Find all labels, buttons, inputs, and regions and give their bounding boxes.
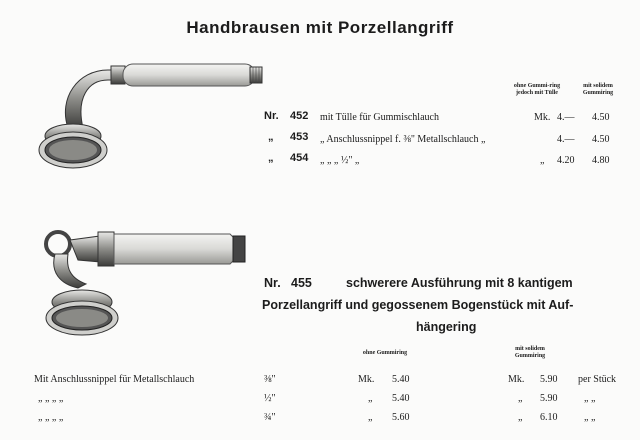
unit-label: „ „ (584, 412, 596, 423)
page-title: Handbrausen mit Porzellangriff (186, 18, 454, 37)
currency-label-2: „ (518, 393, 523, 404)
size-label: ½" (264, 393, 276, 404)
price-ohne: 5.40 (392, 393, 410, 404)
unit-label: „ „ (584, 393, 596, 404)
row-description: „ „ „ ½" „ (320, 155, 360, 166)
currency-label: Mk. (358, 374, 375, 385)
col-header-ohne-gummiring: ohne Gummi-ring jedoch mit Tülle (513, 83, 561, 96)
section2-line1: schwerere Ausführung mit 8 kantigem (346, 276, 573, 290)
currency-label: „ (540, 155, 545, 166)
price-ohne: 5.60 (392, 412, 410, 423)
col-header-ohne-gummiring-2: ohne Gummiring (362, 350, 408, 356)
currency-label: „ (368, 393, 373, 404)
price-ohne: 5.40 (392, 374, 410, 385)
row-description: Mit Anschlussnippel für Metallschlauch (34, 374, 195, 385)
hand-shower-illustration-1 (28, 58, 268, 178)
currency-label-2: Mk. (508, 374, 525, 385)
currency-label: Mk. (534, 112, 551, 123)
col-header-mit-gummiring: mit solidem Gummiring (582, 83, 614, 96)
row-description: „ „ „ „ (38, 412, 64, 423)
row-prefix: Nr. (264, 110, 279, 122)
price-mit: 6.10 (540, 412, 558, 423)
model-number: 453 (290, 131, 309, 143)
currency-label-2: „ (518, 412, 523, 423)
price-ohne: 4.— (557, 112, 575, 123)
size-label: ⅜" (264, 374, 276, 385)
hand-shower-illustration-2 (30, 222, 260, 342)
col-header-mit-gummiring-2: mit solidem Gummiring (514, 346, 546, 359)
price-mit: 4.50 (592, 112, 610, 123)
section2-line3: hängering (416, 320, 477, 334)
row-description: „ Anschlussnippel f. ⅜" Metallschlauch „ (320, 134, 486, 145)
size-label: ¾" (264, 412, 276, 423)
model-number: 452 (290, 110, 309, 122)
row-description: „ „ „ „ (38, 393, 64, 404)
section2-line2: Porzellangriff und gegossenem Bogenstück mit Auf- (262, 298, 574, 312)
section2-prefix: Nr. (264, 276, 281, 290)
price-mit: 4.50 (592, 134, 610, 145)
price-mit: 5.90 (540, 374, 558, 385)
price-mit: 5.90 (540, 393, 558, 404)
price-ohne: 4.— (557, 134, 575, 145)
section2-model-number: 455 (291, 276, 312, 290)
unit-label: per Stück (578, 374, 617, 385)
price-ohne: 4.20 (557, 155, 575, 166)
currency-label: „ (368, 412, 373, 423)
price-mit: 4.80 (592, 155, 610, 166)
row-prefix: „ (268, 152, 274, 164)
model-number: 454 (290, 152, 309, 164)
row-prefix: „ (268, 131, 274, 143)
row-description: mit Tülle für Gummischlauch (320, 112, 439, 123)
